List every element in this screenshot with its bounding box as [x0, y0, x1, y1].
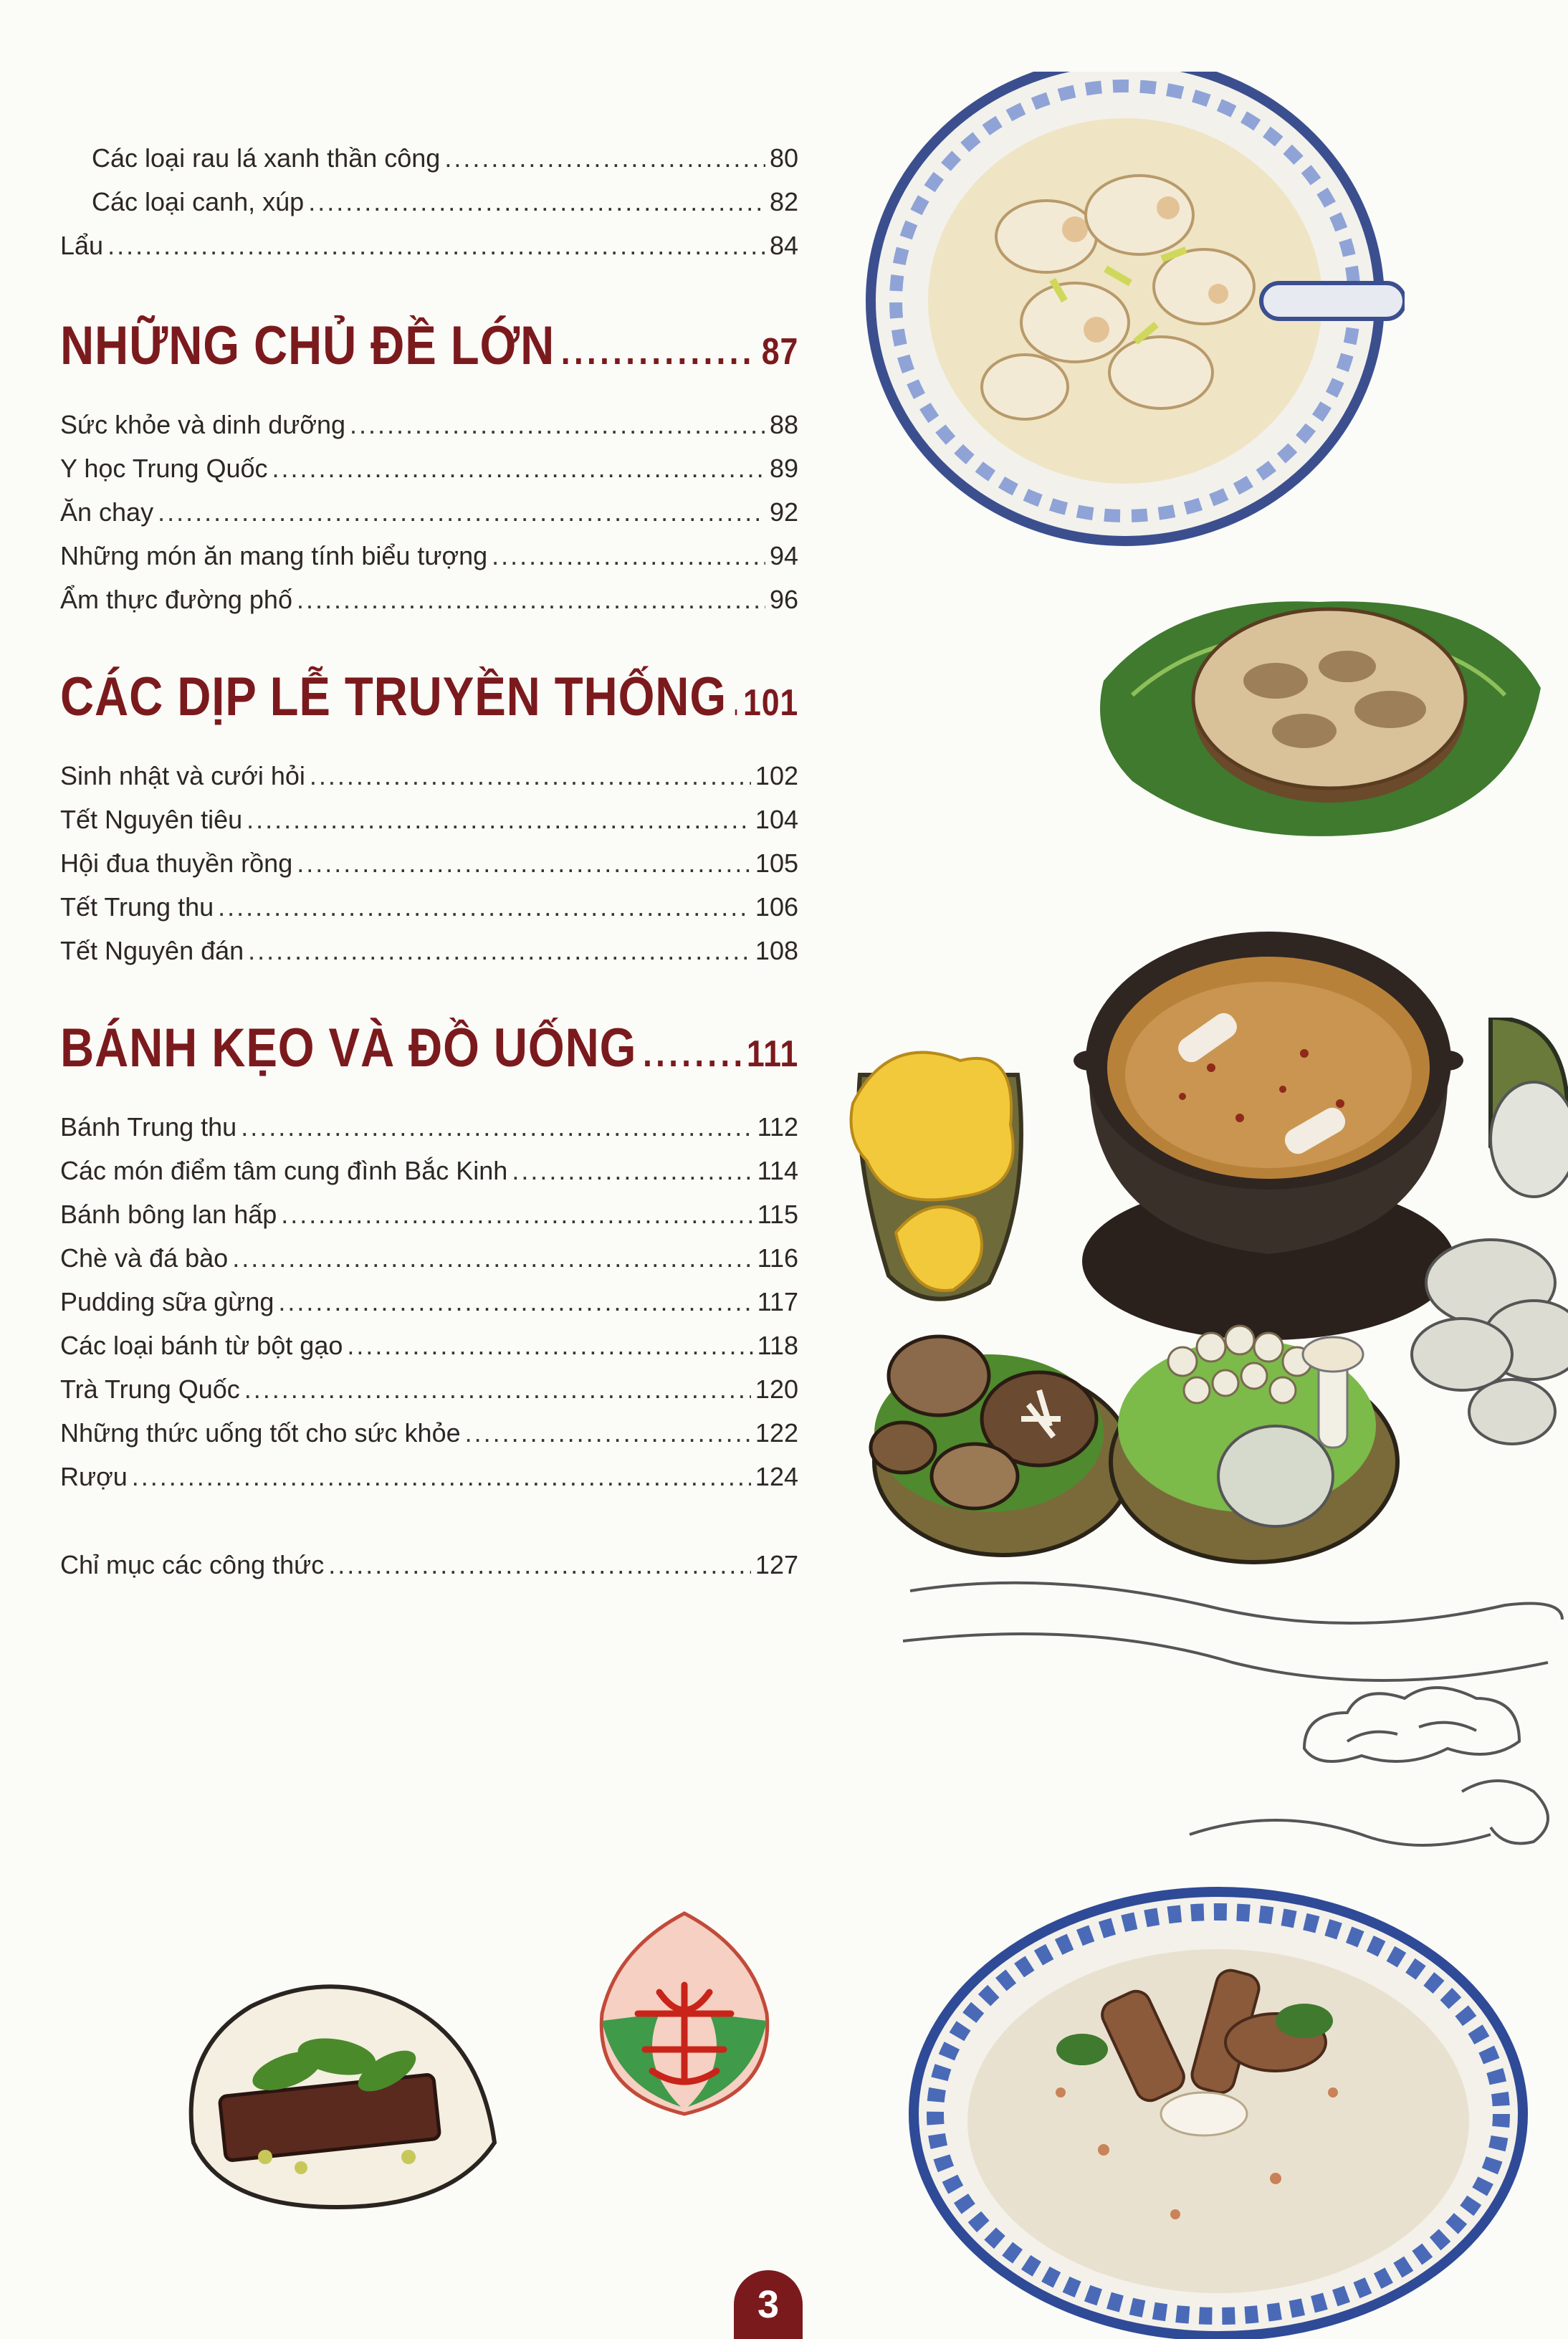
toc-entry-page: 94	[769, 541, 798, 570]
toc-entry-label: Chè và đá bào	[60, 1243, 229, 1273]
toc-entry[interactable]	[60, 885, 798, 929]
toc-entry-page: 84	[769, 231, 798, 260]
toc-entry[interactable]	[60, 1149, 798, 1192]
leader-dots	[561, 329, 755, 373]
leader-dots	[278, 1280, 752, 1324]
leader-dots	[328, 1543, 751, 1587]
toc-entry-page: 102	[755, 761, 798, 790]
toc-entry-page: 96	[769, 585, 798, 614]
section-title: BÁNH KẸO VÀ ĐỒ UỐNG	[60, 1018, 637, 1078]
leader-dots	[232, 1236, 752, 1280]
leader-dots	[297, 578, 765, 621]
leader-dots	[241, 1105, 752, 1149]
toc-entry-label: Các loại canh, xúp	[92, 187, 305, 216]
page-number-text: 3	[757, 2283, 780, 2326]
toc-entry[interactable]	[60, 929, 798, 972]
toc-entry[interactable]	[60, 180, 798, 224]
toc-entry[interactable]	[60, 1280, 798, 1324]
toc-entry-page: 127	[755, 1550, 798, 1579]
toc-entry[interactable]	[60, 446, 798, 490]
toc-entry[interactable]	[60, 1455, 798, 1498]
leader-dots	[158, 490, 765, 534]
toc-entry[interactable]	[60, 1367, 798, 1411]
mushroom-basket-icon	[846, 1018, 1568, 1591]
table-of-contents	[60, 136, 798, 1587]
leader-dots	[247, 798, 751, 841]
toc-entry[interactable]	[60, 534, 798, 578]
toc-entry-page: 82	[769, 187, 798, 216]
section-title: CÁC DỊP LỄ TRUYỀN THỐNG	[60, 666, 727, 727]
page-number	[734, 2270, 803, 2339]
leader-dots	[308, 180, 765, 224]
toc-entry-page: 108	[755, 936, 798, 965]
toc-entry-label: Hội đua thuyền rồng	[60, 848, 293, 878]
leader-dots	[281, 1192, 752, 1236]
toc-entry-page: 92	[769, 497, 798, 527]
toc-entry-label: Những món ăn mang tính biểu tượng	[60, 541, 488, 570]
toc-entry-page: 88	[769, 410, 798, 439]
toc-entry[interactable]	[60, 136, 798, 180]
leader-dots	[107, 224, 765, 267]
toc-entry-page: 117	[757, 1287, 798, 1316]
leader-dots	[733, 680, 737, 724]
section-title: NHỮNG CHỦ ĐỀ LỚN	[60, 315, 555, 376]
leader-dots	[492, 534, 765, 578]
toc-entry-page: 112	[757, 1112, 798, 1142]
toc-entry-page: 122	[755, 1418, 798, 1448]
toc-entry[interactable]	[60, 490, 798, 534]
leader-dots	[350, 403, 765, 446]
toc-entry[interactable]	[60, 798, 798, 841]
section-heading[interactable]	[60, 1017, 798, 1079]
toc-entry-recipe-index[interactable]	[60, 1543, 798, 1587]
section-page: 111	[746, 1033, 799, 1075]
toc-entry[interactable]	[60, 1324, 798, 1367]
herbal-soup-bowl-icon	[903, 1878, 1568, 2339]
toc-entry[interactable]	[60, 1236, 798, 1280]
toc-entry-page: 116	[757, 1243, 798, 1273]
toc-entry-page: 115	[757, 1200, 798, 1229]
toc-entry[interactable]	[60, 224, 798, 267]
toc-entry[interactable]	[60, 1411, 798, 1455]
toc-entry-label: Chỉ mục các công thức	[60, 1550, 325, 1579]
toc-entry-label: Rượu	[60, 1462, 128, 1491]
toc-entry-page: 80	[769, 143, 798, 173]
flatbread-icon	[1089, 566, 1548, 853]
leader-dots	[244, 1367, 751, 1411]
toc-entry-page: 106	[755, 892, 798, 922]
toc-entry-label: Các loại rau lá xanh thần công	[92, 143, 441, 173]
toc-entry-label: Trà Trung Quốc	[60, 1374, 240, 1404]
toc-entry[interactable]	[60, 1192, 798, 1236]
toc-entry-label: Bánh Trung thu	[60, 1112, 237, 1142]
toc-entry[interactable]	[60, 841, 798, 885]
leader-dots	[512, 1149, 752, 1192]
toc-entry-label: Sức khỏe và dinh dưỡng	[60, 410, 346, 439]
toc-entry-label: Lẩu	[60, 231, 104, 260]
toc-entry-label: Những thức uống tốt cho sức khỏe	[60, 1418, 461, 1448]
steam-cloud-icon	[903, 1577, 1568, 1906]
leader-dots	[444, 136, 765, 180]
toc-entry[interactable]	[60, 1105, 798, 1149]
toc-entry-page: 114	[757, 1156, 798, 1185]
toc-entry[interactable]	[60, 754, 798, 798]
toc-entry[interactable]	[60, 403, 798, 446]
leader-dots	[465, 1411, 751, 1455]
toc-entry-label: Bánh bông lan hấp	[60, 1200, 277, 1229]
toc-entry-label: Tết Trung thu	[60, 892, 214, 922]
toc-entry-page: 124	[755, 1462, 798, 1491]
toc-entry-label: Y học Trung Quốc	[60, 454, 268, 483]
leader-dots	[272, 446, 765, 490]
leader-dots	[297, 841, 751, 885]
toc-entry-label: Các món điểm tâm cung đình Bắc Kinh	[60, 1156, 508, 1185]
leader-dots	[132, 1455, 751, 1498]
section-page: 101	[742, 682, 799, 724]
toc-entry-label: Pudding sữa gừng	[60, 1287, 274, 1316]
leader-dots	[643, 1031, 740, 1076]
toc-entry-page: 104	[755, 805, 798, 834]
toc-entry-label: Ăn chay	[60, 497, 154, 527]
toc-entry-page: 118	[757, 1331, 798, 1360]
section-heading[interactable]	[60, 666, 798, 728]
toc-entry-page: 120	[755, 1374, 798, 1404]
dumpling-soup-bowl-icon	[860, 72, 1405, 559]
pork-bun-icon	[179, 1963, 502, 2221]
leader-dots	[248, 929, 751, 972]
section-page: 87	[761, 331, 799, 373]
leader-dots	[347, 1324, 752, 1367]
toc-entry-label: Các loại bánh từ bột gạo	[60, 1331, 343, 1360]
toc-entry-page: 89	[769, 454, 798, 483]
toc-entry-label: Sinh nhật và cưới hỏi	[60, 761, 305, 790]
longevity-peach-bun-icon	[573, 1906, 795, 2121]
toc-entry-label: Tết Nguyên tiêu	[60, 805, 243, 834]
leader-dots	[310, 754, 751, 798]
leader-dots	[218, 885, 751, 929]
toc-entry-page: 105	[755, 848, 798, 878]
toc-entry-label: Ẩm thực đường phố	[60, 585, 292, 614]
toc-entry-label: Tết Nguyên đán	[60, 936, 244, 965]
section-heading[interactable]	[60, 315, 798, 377]
toc-entry[interactable]	[60, 578, 798, 621]
